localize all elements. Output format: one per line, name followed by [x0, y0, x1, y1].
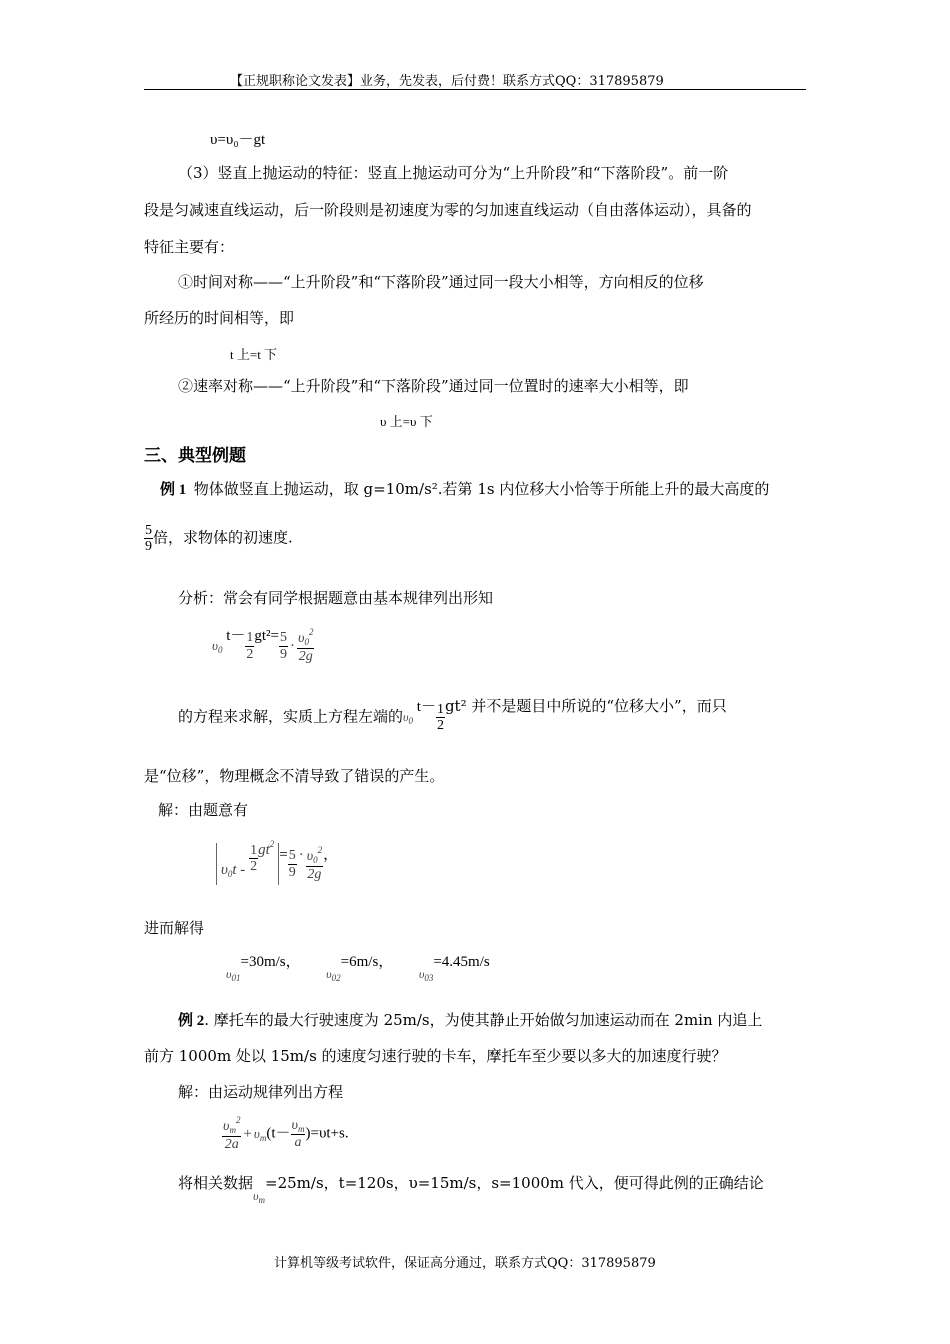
example1-line2: $\frac{5}{9}$ 倍，求物体的初速度. [145, 523, 293, 555]
data-substitution-line: 将相关数据$_{\upsilon_m}$=25m/s，t=120s，υ=15m/s，s=1000m 代入，便可得此例的正确结论 [178, 1174, 764, 1205]
time-symmetry-line1: ①时间对称——“上升阶段”和“下落阶段”通过同一段大小相等，方向相反的位移 [178, 273, 704, 291]
example1-text: 物体做竖直上抛运动，取 g=10m/s².若第 1s 内位移大小恰等于所能上升的最大高度的 [193, 480, 770, 498]
section-title: 三、典型例题 [144, 446, 246, 466]
hence-line: 进而解得 [144, 919, 205, 937]
example2-label: 例 2 [178, 1013, 205, 1029]
equation-motion: $\frac{\upsilon_m^2}{2a}$ + $\upsilon_m(t-$ $\frac{\upsilon_m}{a}$ )=υt+s. [223, 1115, 349, 1152]
equation-speed: υ 上=υ 下 [380, 414, 433, 429]
example1-label: 例 1 [160, 482, 187, 498]
equation-velocity: υ=υ₀－gt [210, 132, 266, 148]
time-symmetry-line2: 所经历的时间相等，即 [144, 309, 295, 327]
results-line: $_{\upsilon_{01}}$=30m/s， $_{\upsilon_{02}}$=6m/s， $_{\upsilon_{03}}$=4.45m/s [226, 954, 490, 983]
equation-absolute: $\upsilon_0t$ - $\frac{1}{2}$ $gt^2=$ $\frac{5}{9}$ · $\frac{\upsilon_0^2}{2g}$ ， [216, 843, 338, 885]
page-footer: 计算机等级考试软件，保证高分通过，联系方式QQ：317895879 [274, 1256, 656, 1271]
analysis-line: 分析：常会有同学根据题意由基本规律列出形知 [178, 589, 494, 607]
explanation-line1: 的方程来求解，实质上方程左端的$\upsilon_0$ t－ $\frac{1}{2}$ gt² 并不是题目中所说的“位移大小”，而只 [178, 697, 727, 734]
example1-line1 [160, 478, 769, 499]
speed-symmetry-line: ②速率对称——“上升阶段”和“下落阶段”通过同一位置时的速率大小相等，即 [178, 377, 689, 395]
explanation-line2: 是“位移”，物理概念不清导致了错误的产生。 [144, 767, 445, 785]
solution2-intro: 解：由运动规律列出方程 [178, 1083, 344, 1101]
header-rule [144, 89, 806, 90]
para-feature-line2: 段是匀减速直线运动，后一阶段则是初速度为零的匀加速直线运动（自由落体运动），具备的 [144, 201, 752, 219]
page-header: 【正规职称论文发表】业务，先发表，后付费！联系方式QQ：317895879 [230, 74, 664, 89]
equation-time: t 上=t 下 [230, 347, 278, 362]
para-feature-line1: （3）竖直上抛运动的特征：竖直上抛运动可分为“上升阶段”和“下落阶段”。前一阶 [178, 164, 729, 182]
example2-line1: 例 2. 摩托车的最大行驶速度为 25m/s，为使其静止开始做匀加速运动而在 2min 内追上 [178, 1011, 763, 1029]
para-feature-line3: 特征主要有： [144, 238, 235, 256]
equation-wrong: $\upsilon_0$ t－ $\frac{1}{2}$ gt²= $\frac{5}{9}$ · $\frac{\upsilon_0^2}{2g}$ [212, 627, 314, 664]
solution1-intro: 解：由题意有 [158, 801, 249, 819]
fraction-5-9: $\frac{5}{9}$ [145, 523, 152, 555]
example2-line2: 前方 1000m 处以 15m/s 的速度匀速行驶的卡车，摩托车至少要以多大的加速度行驶？ [144, 1047, 727, 1065]
